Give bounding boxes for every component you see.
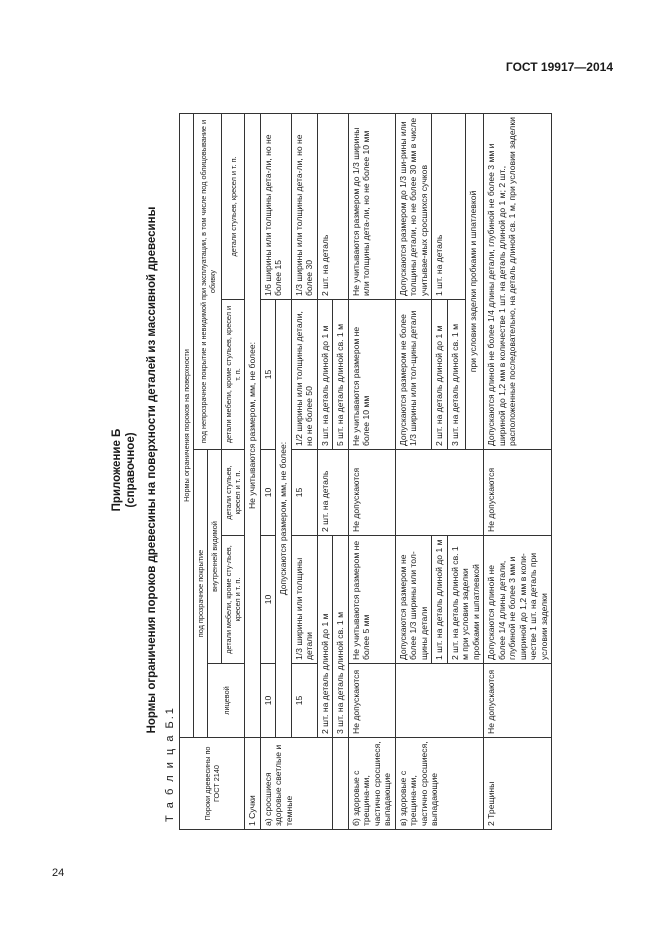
appendix-title: Приложение Б bbox=[111, 428, 123, 512]
a-face: 10 bbox=[260, 664, 276, 738]
not-counted-header: Не учитываются размером, мм, не более: bbox=[245, 114, 261, 738]
appendix-note: (справочное) bbox=[125, 432, 137, 508]
a4-face-inner: 3 шт. на деталь длиной св. 1 м bbox=[333, 536, 349, 738]
sub-c: в) здоровые с трещина-ми, частично сросшиеся, выпадающие bbox=[395, 738, 484, 830]
col-chair-parts-opaque: детали стульев, кресел и т. п. bbox=[222, 114, 245, 300]
allowed-size-header: Допускаются размером, мм, не более: bbox=[276, 300, 292, 738]
rotated-page-content bbox=[110, 110, 590, 830]
c-furn-opaque: Допускаются размером не более 1/3 ширины или тол-щины детали bbox=[395, 300, 432, 450]
a3-face-inner: 2 шт. на деталь длиной до 1 м bbox=[317, 536, 333, 738]
col-transparent: под прозрачное покрытие bbox=[194, 450, 208, 738]
cr-opaque: Допускаются длиной не более 1/4 длины детали, глубиной не более 3 мм и шириной до 1,2 мм в количестве 1 шт. на деталь длиной до 1 м; 2 шт., расположенные последовательно, на деталь длиной св. 1 м, при условии заделки bbox=[484, 114, 552, 450]
sub-b: б) здоровые с трещина-ми, частично сросшиеся, выпадающие bbox=[348, 738, 395, 830]
row-knots: 1 Сучки bbox=[245, 738, 261, 830]
b-chair: Не допускаются bbox=[348, 450, 395, 536]
b-face: Не допускаются bbox=[348, 664, 395, 738]
a4-furn-opaque: 5 шт. на деталь длиной св. 1 м bbox=[333, 300, 349, 450]
sub-a: а) сросшиеся здоровые светлые и темные bbox=[260, 738, 333, 830]
b-furn-opaque: Не учитываются размером не более 10 мм bbox=[348, 300, 395, 450]
b-chair-opaque: Не учитываются размером до 1/3 ширины или толщины дета-ли, но не более 10 мм bbox=[348, 114, 395, 300]
a2-inner: 1/3 ширины или толщины детали bbox=[291, 536, 317, 664]
a3-chair: 2 шт. на деталь bbox=[317, 450, 348, 536]
a-chair-opaque: 1/6 ширины или толщины дета-ли, но не более 15 bbox=[260, 114, 291, 300]
row-cracks: 2 Трещины bbox=[484, 738, 552, 830]
col-opaque: под непрозрачное покрытие и невидимой при эксплуатации, в том числе под облицовывание и обивку bbox=[194, 114, 222, 450]
a-chair: 10 bbox=[260, 450, 276, 536]
a2-furn-opaque: 1/2 ширины или толщины детали, но не более 50 bbox=[291, 300, 317, 450]
c2-chair-opaque: 1 шт. на деталь bbox=[432, 114, 466, 300]
col-furniture-parts-opaque: детали мебели, кроме стульев, кресел и т. п. bbox=[222, 300, 245, 450]
a-furn-opaque: 15 bbox=[260, 300, 276, 450]
a-inner: 10 bbox=[260, 536, 276, 664]
col-face: лицевой bbox=[208, 664, 245, 738]
c2-inner: 1 шт. на деталь длиной до 1 м bbox=[432, 536, 448, 664]
c-inner: Допускаются размером не более 1/3 ширины или тол-щины детали bbox=[395, 536, 432, 664]
col-defect: Пороки древесины по ГОСТ 2140 bbox=[180, 738, 245, 830]
table-title: Нормы ограничения пороков древесины на поверхности деталей из массивной древесины bbox=[146, 206, 158, 734]
c4-opaque: при условии заделки пробками и шпатлевкой bbox=[465, 114, 483, 450]
a2-face: 15 bbox=[291, 664, 317, 738]
appendix-heading bbox=[110, 110, 138, 830]
a2-chair: 15 bbox=[291, 450, 317, 536]
cr-chair: Не допускаются bbox=[484, 450, 552, 536]
page-number: 24 bbox=[52, 867, 65, 879]
cr-face: Не допускаются bbox=[484, 664, 552, 738]
c-chair-opaque: Допускаются размером до 1/3 ши-рины или толщины детали, но не более 30 мм в числе учитывае-мых сросшихся сучков bbox=[395, 114, 432, 300]
running-header: ГОСТ 19917—2014 bbox=[505, 60, 613, 74]
col-norms: Нормы ограничения пороков на поверхности bbox=[180, 114, 194, 738]
col-furniture-parts: детали мебели, кроме сту-льев, кресел и т. п. bbox=[222, 536, 245, 664]
b-inner: Не учитываются размером не более 5 мм bbox=[348, 536, 395, 664]
a2-chair-opaque: 1/3 ширины или толщины дета-ли, но не более 30 bbox=[291, 114, 317, 300]
c3-inner: 2 шт. на деталь длиной св. 1 м при условии заделки пробками и шпатлевкой bbox=[447, 536, 484, 664]
c3-furn-opaque: 3 шт. на деталь длиной св. 1 м bbox=[447, 300, 465, 450]
cr-inner: Допускаются длиной не более 1/4 длины детали, глубиной не более 3 мм и шириной до 1,2 мм в коли-честве 1 шт. на деталь при условии заделки bbox=[484, 536, 552, 664]
a3-furn-opaque: 3 шт. на деталь длиной до 1 м bbox=[317, 300, 333, 450]
col-chair-parts: детали стульев, кресел и т. п. bbox=[222, 450, 245, 536]
table-caption: Т а б л и ц а Б.1 bbox=[164, 706, 176, 822]
c2-furn-opaque: 2 шт. на деталь длиной до 1 м bbox=[432, 300, 448, 450]
a3-chair-opaque: 2 шт. на деталь bbox=[317, 114, 348, 300]
col-inner-visible: внутренней видимой bbox=[208, 450, 222, 664]
defects-table bbox=[179, 113, 552, 830]
